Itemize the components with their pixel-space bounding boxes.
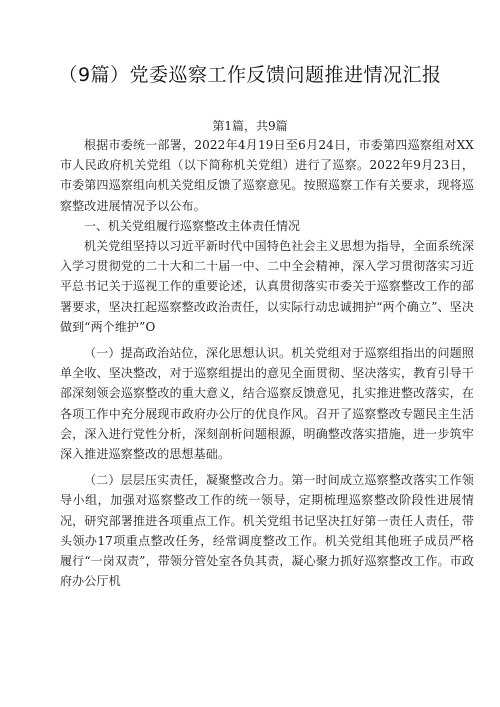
paragraph-item-1: （一）提高政治站位，深化思想认识。机关党组对于巡察组指出的问题照单全收、坚决整改，对于巡察组提出的意见全面贯彻、坚决落实，教育引导干部深刻领会巡察整改的重大意义，结合巡察反馈意见，扎实推进整改落实，在各项工作中充分展现市政府办公厅的优良作风。召开了巡察整改专题民主生活会，深入进行党性分析，深刻剖析问题根源，明确整改落实措施，进一步筑牢深入推进巡察整改的思想基础。	[60, 346, 474, 462]
paragraph-item-2: （二）层层压实责任，凝聚整改合力。第一时间成立巡察整改落实工作领导小组，加强对巡察整改工作的统一领导，定期梳理巡察整改阶段性进展情况，研究部署推进各项重点工作。机关党组书记坚决扛好第一责任人责任，带头领办17项重点整改任务，经常调度整改工作。机关党组其他班子成员严格履行“一岗双责”，带领分管处室各负其责，凝心聚力抓好巡察整改工作。市政府办公厅机	[60, 473, 474, 589]
document-subtitle: 第1篇，共9篇	[212, 119, 288, 133]
document-title: （9篇）党委巡察工作反馈问题推进情况汇报	[58, 64, 442, 86]
paragraph-section-1: 机关党组坚持以习近平新时代中国特色社会主义思想为指导，全面系统深入学习贯彻党的二十大和二十届一中、二中全会精神，深入学习贯彻落实习近平总书记关于巡视工作的重要论述，认真贯彻落实市委关于巡察整改工作的部署要求，坚决扛起巡察整改政治责任，以实际行动忠诚拥护“两个确立”、坚决做到“两个维护”O	[60, 239, 474, 334]
paragraph-intro: 根据市委统一部署，2022年4月19日至6月24日，市委第四巡察组对XX市人民政府机关党组（以下简称机关党组）进行了巡察。2022年9月23日，市委第四巡察组向机关党组反馈了巡察意见。按照巡察工作有关要求，现将巡察整改进展情况予以公布。	[60, 138, 474, 213]
document-body	[60, 135, 474, 591]
section-heading-1: 一、机关党组履行巡察整改主体责任情况	[84, 218, 301, 233]
